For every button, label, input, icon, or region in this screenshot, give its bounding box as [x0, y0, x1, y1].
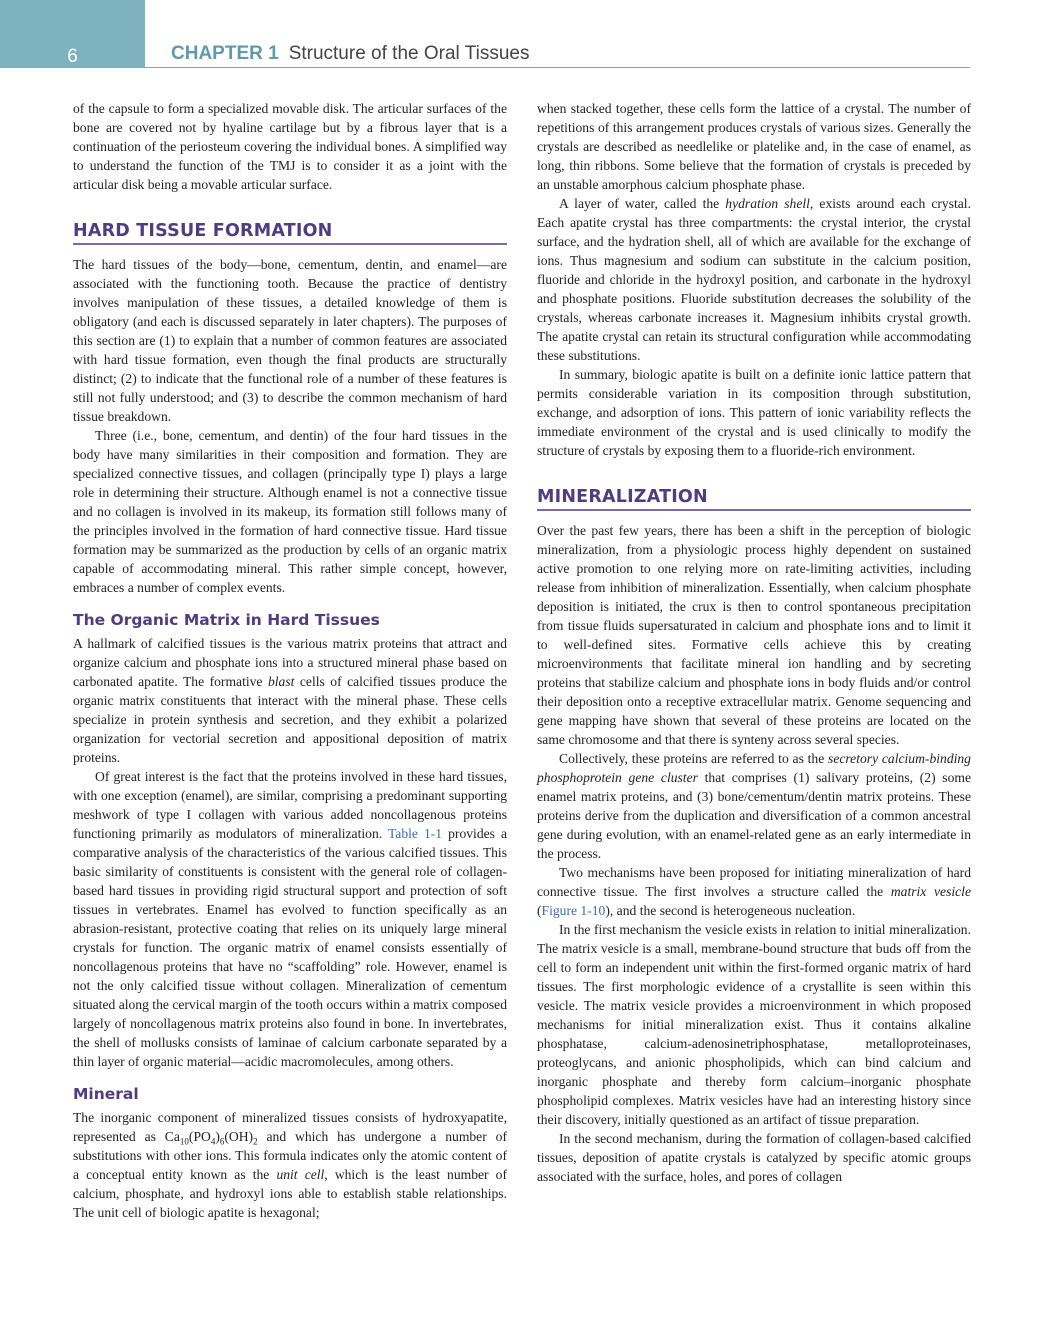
chapter-label: CHAPTER 1 — [171, 43, 279, 64]
running-header — [171, 43, 529, 65]
page-number: 6 — [67, 46, 78, 67]
paragraph: Two mechanisms have been proposed for initiating mineralization of hard connective tissue. The first involves a structure called the matrix vesicle (Figure 1-10), and the second is heterogeneous nucleation. — [537, 865, 971, 918]
paragraph: In summary, biologic apatite is built on a definite ionic lattice pattern that permits considerable variation in its composition through substitution, exchange, and adsorption of ions. This pattern of ionic variability reflects the immediate environment of the crystal and is used clinically to modify the structure of crystals by exposing them to a fluoride-rich environment. — [537, 367, 971, 458]
right-column — [537, 99, 971, 1186]
paragraph: A layer of water, called the hydration shell, exists around each crystal. Each apatite crystal has three compartments: the crystal interior, the crystal surface, and the hydration shell, all of which are available for the exchange of ions. Thus magnesium and sodium can substitute in the calcium position, fluoride and chloride in the hydroxyl position, and carbonate in the hydroxyl and phosphate positions. Fluoride substitution decreases the solubility of the crystals, whereas carbonate increases it. Magnesium inhibits crystal growth. The apatite crystal can retain its structural configuration while accommodating these substitutions. — [537, 196, 971, 363]
table-1-1-link[interactable]: Table 1-1 — [387, 826, 443, 841]
paragraph: when stacked together, these cells form the lattice of a crystal. The number of repetitions of this arrangement produces crystals of various sizes. Generally the crystals are described as needlelike or platelike and, in the case of enamel, as long, thin ribbons. Some believe that the formation of crystals is preceded by an unstable amorphous calcium phosphate phase. — [537, 101, 971, 192]
left-column — [73, 99, 507, 1222]
paragraph: Of great interest is the fact that the proteins involved in these hard tissues, with one exception (enamel), are similar, comprising a predominant supporting meshwork of type I collagen with various added noncollagenous proteins functioning primarily as modulators of mineralization. Table 1-1 provides a comparative analysis of the characteristics of the various calcified tissues. This basic similarity of constituents is consistent with the general role of collagen-based hard tissues in providing rigid structural support and protection of soft tissues in vertebrates. Enamel has evolved to function specifically as an abrasion-resistant, protective coating that relies on its uniquely large mineral crystals for function. The organic matrix of enamel consists essentially of noncollagenous proteins that have no “scaffolding” role. However, enamel is not the only calcified tissue without collagen. Mineralization of cementum situated along the cervical margin of the tooth occurs within a matrix composed largely of noncollagenous matrix proteins also found in bone. In invertebrates, the shell of mollusks consists of laminae of calcium carbonate separated by a thin layer of organic material—acidic macromolecules, among others. — [73, 769, 508, 1069]
chapter-title: Structure of the Oral Tissues — [288, 43, 530, 64]
paragraph: The inorganic component of mineralized tissues consists of hydroxyapatite, represented as $Ca_{10}(PO_4)_6(OH)_2$ and which has undergone a number of substitutions with other ions. This formula indicates only the atomic content of a conceptual entity known as the unit cell, which is the least number of calcium, phosphate, and hydroxyl ions able to establish stable relationships. The unit cell of biologic apatite is hexagonal; — [73, 1110, 507, 1220]
section-heading-mineralization: MINERALIZATION — [537, 488, 971, 511]
paragraph: In the second mechanism, during the formation of collagen-based calcified tissues, deposition of apatite crystals is catalyzed by specific atomic groups associated with the surface, holes, and pores of collagen — [537, 1131, 971, 1184]
section-heading-hard-tissue-formation: HARD TISSUE FORMATION — [73, 222, 507, 245]
paragraph: A hallmark of calcified tissues is the various matrix proteins that attract and organize calcium and phosphate ions into a structured mineral phase based on carbonated apatite. The formative blast cells of calcified tissues produce the organic matrix constituents that interact with the mineral phase. These cells specialize in protein synthesis and secretion, and they exhibit a polarized organization for vectorial secretion and appositional deposition of matrix proteins. — [73, 636, 508, 765]
paragraph: Over the past few years, there has been a shift in the perception of biologic mineralization, from a physiologic process highly dependent on sustained active promotion to one relying more on rate-limiting activities, including release from inhibition of mineralization. Essentially, when calcium phosphate deposition is initiated, the crux is then to control spontaneous precipitation from tissue fluids supersaturated in calcium and phosphate ions and to limit it to well-defined sites. Formative cells achieve this by creating microenvironments that facilitate mineral ion handling and by secreting proteins that stabilize calcium and phosphate ions in body fluids and/or control their deposition onto a receptive extracellular matrix. Genome sequencing and gene mapping have shown that several of these proteins are located on the same chromosome and that there is synteny across several species. — [537, 523, 971, 747]
paragraph: Three (i.e., bone, cementum, and dentin) of the four hard tissues in the body have many similarities in their composition and formation. They are specialized connective tissues, and collagen (principally type I) plays a large role in determining their structure. Although enamel is not a connective tissue and no collagen is involved in its makeup, its formation still follows many of the principles involved in the formation of hard connective tissue. Hard tissue formation may be summarized as the production by cells of an organic matrix capable of accommodating mineral. This rather simple concept, however, embraces a number of complex events. — [73, 428, 507, 595]
paragraph: Collectively, these proteins are referred to as the secretory calcium-binding phosphoprotein gene cluster that comprises (1) salivary proteins, (2) some enamel matrix proteins, and (3) bone/cementum/dentin matrix proteins. These proteins derive from the duplication and diversification of a common ancestral gene during evolution, with an enamel-related gene as an early intermediate in the process. — [537, 751, 971, 861]
subheading-organic-matrix: The Organic Matrix in Hard Tissues — [73, 611, 380, 629]
paragraph: In the first mechanism the vesicle exists in relation to initial mineralization. The matrix vesicle is a small, membrane-bound structure that buds off from the cell to form an independent unit within the first-formed organic matrix of hard tissues. The first morphologic evidence of a crystallite is seen within this vesicle. The matrix vesicle provides a microenvironment in which proposed mechanisms for initial mineralization exist. Thus it contains alkaline phosphatase, calcium-adenosinetriphosphatase, metalloproteinases, proteoglycans, and anionic phospholipids, which can bind calcium and inorganic phosphate and thereby form calcium–inorganic phosphate phospholipid complexes. Matrix vesicles have had an interesting history since their discovery, initially questioned as an artifact of tissue preparation. — [537, 922, 971, 1127]
header-rule — [145, 67, 970, 68]
figure-1-10-link[interactable]: Figure 1-10 — [541, 903, 606, 918]
subheading-mineral: Mineral — [73, 1085, 139, 1103]
paragraph: of the capsule to form a specialized movable disk. The articular surfaces of the bone are covered not by hyaline cartilage but by a fibrous layer that is a continuation of the periosteum covering the individual bones. A simplified way to understand the function of the TMJ is to consider it as a joint with the articular disk being a movable articular surface. — [73, 101, 507, 192]
paragraph: The hard tissues of the body—bone, cementum, dentin, and enamel—are associated with the functioning tooth. Because the practice of dentistry involves manipulation of these tissues, a detailed knowledge of them is obligatory (and each is discussed separately in later chapters). The purposes of this section are (1) to explain that a number of common features are associated with hard tissue formation, even though the final products are structurally distinct; (2) to indicate that the functional role of a number of these features is still not fully understood; and (3) to describe the common mechanism of hard tissue breakdown. — [73, 257, 507, 424]
